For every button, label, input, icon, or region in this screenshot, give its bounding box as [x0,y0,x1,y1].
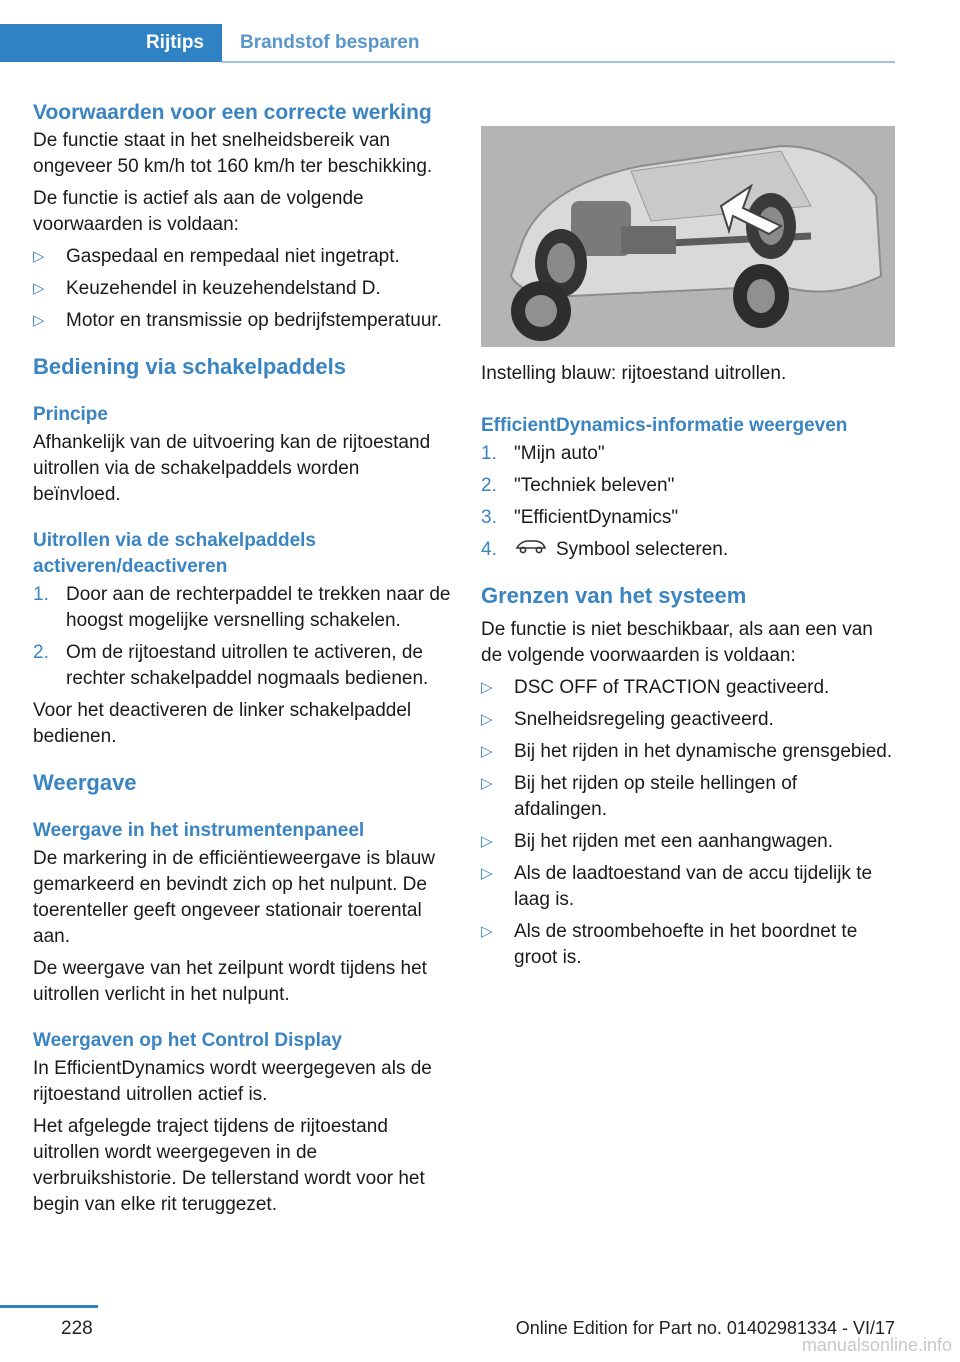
section-tab-rijtips: Rijtips [0,24,222,62]
paragraph-control-1: In EfficientDynamics wordt weergegeven als de rijtoestand uitrollen actief is. [33,1058,432,1105]
paragraph-instrument-2: De weergave van het zeilpunt wordt tijdens het uitrollen verlicht in het nulpunt. [33,958,427,1005]
header-rule [222,61,895,63]
list-item: 2. "Techniek beleven" [481,475,675,496]
heading-control-display: Weergaven op het Control Display [33,1030,342,1051]
watermark: manualsonline.info [801,1335,952,1355]
paragraph-deactivate: Voor het deactiveren de linker schakelpaddel bedienen. [33,700,412,747]
list-item: ▷ Bij het rijden in het dynamische grensgebied. [481,739,895,765]
heading-bediening: Bediening via schakelpaddels [33,354,347,379]
chapter-tab-brandstof: Brandstof besparen [240,32,420,53]
left-column [33,100,451,1215]
running-header [0,24,895,62]
list-item: ▷ Motor en transmissie op bedrijfstemperatuur. [33,308,451,334]
list-item: ▷ Keuzehendel in keuzehendelstand D. [33,276,451,302]
triangle-bullet-icon: ▷ [33,248,45,265]
paragraph-active-when: De functie is actief als aan de volgende voorwaarden is voldaan: [33,188,364,235]
list-item: 1. Door aan de rechterpaddel te trekken naar de hoogst mogelijke versnelling schakelen. [33,584,451,631]
list-item: ▷ Bij het rijden met een aanhangwagen. [481,829,895,855]
list-item: 4. Symbool selecteren. [481,537,895,563]
list-item: 2. Om de rijtoestand uitrollen te activeren, de rechter schakelpaddel nogmaals bedienen. [33,642,429,689]
triangle-bullet-icon: ▷ [33,280,45,297]
heading-instrumentenpaneel: Weergave in het instrumentenpaneel [33,820,365,841]
car-illustration-icon [481,126,895,347]
car-drivetrain-image [481,126,895,347]
paragraph-grenzen: De functie is niet beschikbaar, als aan een van de volgende voorwaarden is voldaan: [481,619,873,667]
list-item: ▷ Als de stroombehoefte in het boordnet te groot is. [481,921,858,969]
heading-uitrollen: Uitrollen via de schakelpaddels activeren/deactiveren [33,530,316,577]
paragraph-control-2: Het afgelegde traject tijdens de rijtoestand uitrollen wordt weergegeven in de verbruikshistorie. De tellerstand wordt voor het begin van elke rit teruggezet. [33,1116,425,1215]
menu-path-steps [481,441,895,563]
list-item: ▷ Snelheidsregeling geactiveerd. [481,707,895,733]
activation-steps [33,582,451,692]
heading-voorwaarden: Voorwaarden voor een correcte werking [33,101,432,124]
triangle-bullet-icon: ▷ [481,679,493,697]
paragraph-speed-range: De functie staat in het snelheidsbereik van ongeveer 50 km/h tot 160 km/h ter beschikking. [33,130,433,177]
footer-rule [0,1305,98,1308]
triangle-bullet-icon: ▷ [33,312,45,329]
heading-weergave: Weergave [33,770,137,795]
triangle-bullet-icon: ▷ [481,865,493,883]
page-number: 228 [61,1318,93,1339]
list-item: ▷ Als de laadtoestand van de accu tijdelijk te laag is. [481,863,873,911]
heading-efficientdynamics-info: EfficientDynamics-informatie weergeven [481,415,848,436]
heading-grenzen: Grenzen van het systeem [481,583,747,609]
paragraph-instrument-1: De markering in de efficiëntieweergave is blauw gemarkeerd en bevindt zich op het nulpunt. De toerenteller geeft ongeveer stationair toerental aan. [33,848,436,947]
triangle-bullet-icon: ▷ [481,711,493,729]
list-item: ▷ Gaspedaal en rempedaal niet ingetrapt. [33,244,451,270]
right-column [481,102,895,977]
triangle-bullet-icon: ▷ [481,833,493,851]
triangle-bullet-icon: ▷ [481,775,493,793]
car-symbol-icon [514,537,548,563]
image-caption: Instelling blauw: rijtoestand uitrollen. [481,363,787,384]
heading-principe: Principe [33,404,108,425]
paragraph-principe: Afhankelijk van de uitvoering kan de rijtoestand uitrollen via de schakelpaddels worden beïnvloed. [33,432,431,505]
list-item: ▷ DSC OFF of TRACTION geactiveerd. [481,675,895,701]
edition-note: Online Edition for Part no. 01402981334 - VI/17 [515,1318,895,1338]
list-item: 3. "EfficientDynamics" [481,507,679,528]
limits-list [481,675,895,971]
conditions-list [33,244,451,334]
triangle-bullet-icon: ▷ [481,923,493,941]
list-item: 1. "Mijn auto" [481,443,605,464]
triangle-bullet-icon: ▷ [481,743,493,761]
list-item: ▷ Bij het rijden op steile hellingen of afdalingen. [481,773,798,821]
